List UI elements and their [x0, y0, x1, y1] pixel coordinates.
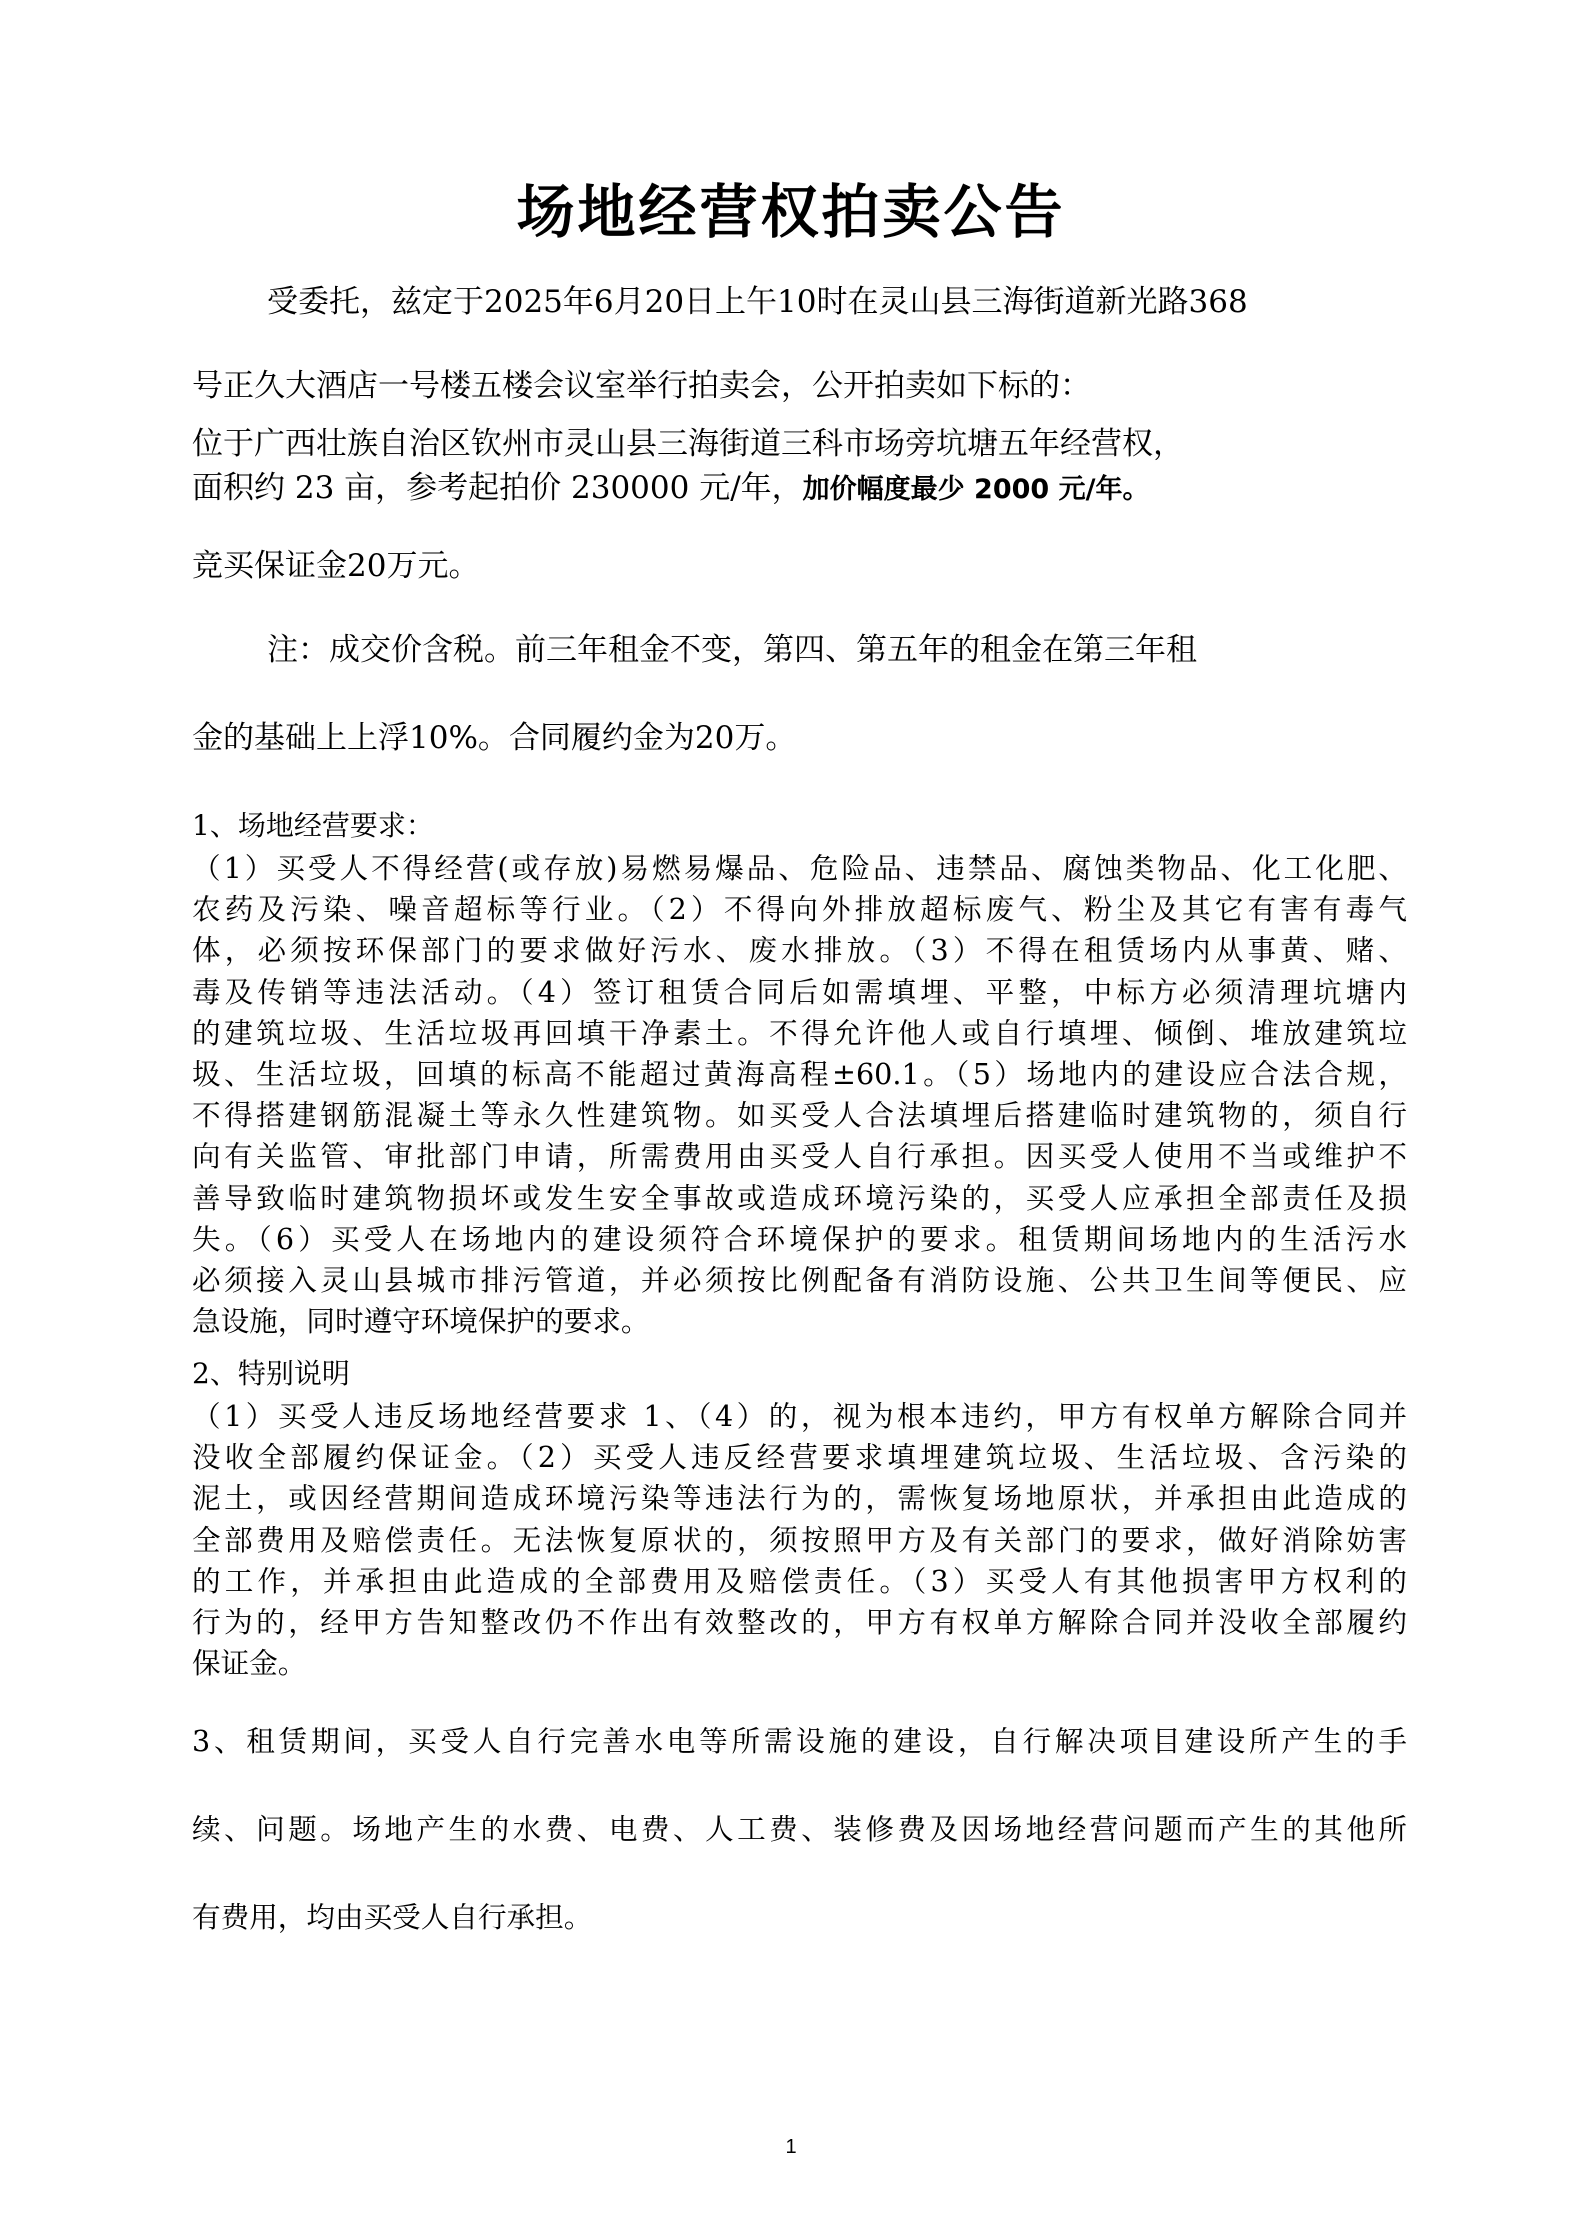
- section3-line-3-wrap: [192, 1896, 1407, 1938]
- intro-line: 号正久大酒店一号楼五楼会议室举行拍卖会，公开拍卖如下标的：: [192, 368, 1091, 404]
- section3-line: 有费用，均由买受人自行承担。: [192, 1900, 593, 1934]
- page-number: 1: [785, 2136, 797, 2158]
- intro-line: 位于广西壮族自治区钦州市灵山县三海街道三科市场旁坑塘五年经营权，: [192, 426, 1184, 462]
- section3-line: 续、问题。场地产生的水费、电费、人工费、装修费及因场地经营问题而产生的其他所: [192, 1812, 1407, 1846]
- section3-line-2-wrap: [192, 1808, 1407, 1850]
- note-line: 金的基础上上浮10%。合同履约金为20万。: [192, 720, 797, 756]
- section1-line: 圾、生活垃圾，回填的标高不能超过黄海高程±60.1。（5）场地内的建设应合法合规，: [192, 1057, 1407, 1092]
- section1-line: 农药及污染、噪音超标等行业。（2）不得向外排放超标废气、粉尘及其它有害有毒气: [192, 892, 1407, 927]
- section1-heading: 1、场地经营要求：: [192, 809, 434, 842]
- section1-line: 善导致临时建筑物损坏或发生安全事故或造成环境污染的，买受人应承担全部责任及损: [192, 1180, 1407, 1215]
- section1-line: 失。（6）买受人在场地内的建设须符合环境保护的要求。租赁期间场地内的生活污水: [192, 1221, 1407, 1256]
- section1-line: 向有关监管、审批部门申请，所需费用由买受人自行承担。因买受人使用不当或维护不: [192, 1139, 1407, 1174]
- section2-body: [192, 1396, 1407, 1684]
- section2-line: 行为的，经甲方告知整改仍不作出有效整改的，甲方有权单方解除合同并没收全部履约: [192, 1605, 1407, 1640]
- section2-heading: 2、特别说明: [192, 1357, 350, 1390]
- section3-line: 3、租赁期间，买受人自行完善水电等所需设施的建设，自行解决项目建设所产生的手: [192, 1724, 1407, 1758]
- section1-line: （1）买受人不得经营(或存放)易燃易爆品、危险品、违禁品、腐蚀类物品、化工化肥、: [192, 851, 1407, 885]
- note-line: 注：成交价含税。前三年租金不变，第四、第五年的租金在第三年租: [267, 632, 1197, 668]
- section2-line: 保证金。: [192, 1646, 307, 1681]
- section2-line: 的工作，并承担由此造成的全部费用及赔偿责任。（3）买受人有其他损害甲方权利的: [192, 1563, 1407, 1598]
- section3-line-1-wrap: [192, 1720, 1407, 1762]
- intro-line: [192, 466, 1149, 512]
- section1-line: 毒及传销等违法活动。（4）签订租赁合同后如需填埋、平整，中标方必须清理坑塘内: [192, 974, 1407, 1009]
- page-title: 场地经营权拍卖公告: [516, 178, 1066, 246]
- section2-line: （1）买受人违反场地经营要求 1、（4）的，视为根本违约，甲方有权单方解除合同并: [192, 1399, 1407, 1433]
- section2-line: 泥土，或因经营期间造成环境污染等违法行为的，需恢复场地原状，并承担由此造成的: [192, 1481, 1407, 1516]
- section1-line: 必须接入灵山县城市排污管道，并必须按比例配备有消防设施、公共卫生间等便民、应: [192, 1263, 1407, 1298]
- intro-line: 受委托，兹定于2025年6月20日上午10时在灵山县三海街道新光路368: [267, 284, 1248, 320]
- section1-line: 急设施，同时遵守环境保护的要求。: [192, 1304, 650, 1339]
- section1-line: 不得搭建钢筋混凝土等永久性建筑物。如买受人合法填埋后搭建临时建筑物的，须自行: [192, 1098, 1407, 1133]
- section1-line: 的建筑垃圾、生活垃圾再回填干净素土。不得允许他人或自行填埋、倾倒、堆放建筑垃: [192, 1015, 1407, 1050]
- section2-line: 全部费用及赔偿责任。无法恢复原状的，须按照甲方及有关部门的要求，做好消除妨害: [192, 1522, 1407, 1557]
- section1-line: 体，必须按环保部门的要求做好污水、废水排放。（3）不得在租赁场内从事黄、赌、: [192, 933, 1407, 968]
- section1-body: [192, 848, 1407, 1342]
- price-increment: 加价幅度最少 2000 元/年。: [802, 474, 1150, 505]
- starting-price-text: 面积约 23 亩，参考起拍价 230000 元/年，: [192, 470, 803, 506]
- deposit-text: 竞买保证金20万元。: [192, 548, 480, 584]
- section2-line: 没收全部履约保证金。（2）买受人违反经营要求填埋建筑垃圾、生活垃圾、含污染的: [192, 1440, 1407, 1475]
